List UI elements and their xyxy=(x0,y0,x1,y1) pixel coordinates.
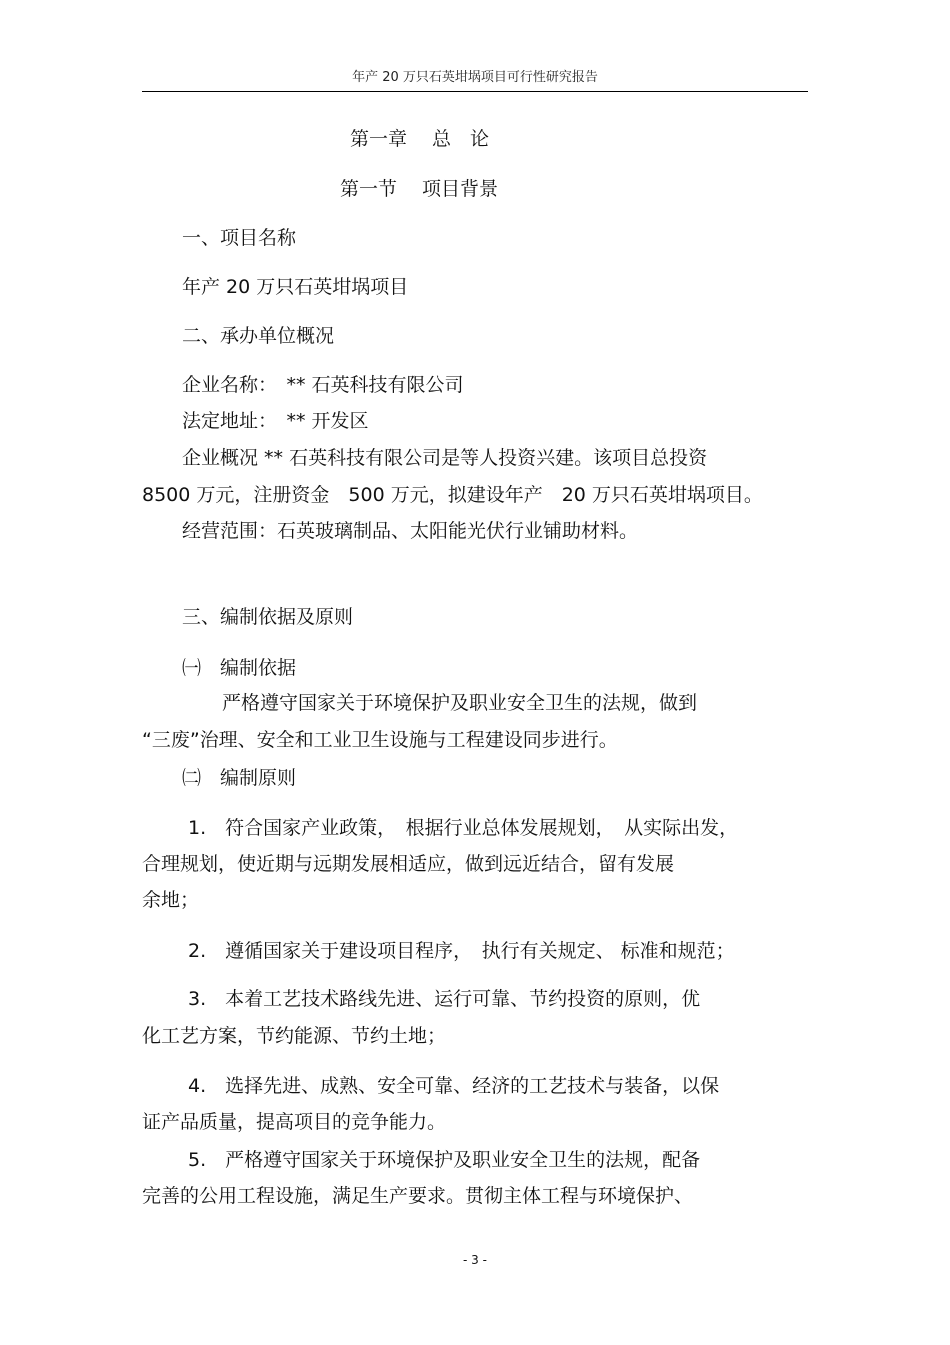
basis-line-1: 严格遵守国家关于环境保护及职业安全卫生的法规，做到 xyxy=(222,692,698,714)
overview-line-2: 8500 万元，注册资金 500 万元，拟建设年产 20 万只石英坩埚项目。 xyxy=(142,484,763,506)
item3-heading: 三、编制依据及原则 xyxy=(182,606,354,628)
principle-3-line-2: 化工艺方案，节约能源、节约土地； xyxy=(142,1025,447,1047)
page-number: - 3 - xyxy=(463,1253,487,1267)
principle-3-line-1: 3. 本着工艺技术路线先进、运行可靠、节约投资的原则，优 xyxy=(188,988,701,1010)
business-scope: 经营范围：石英玻璃制品、太阳能光伏行业铺助材料。 xyxy=(182,520,639,542)
company-name: 企业名称： ** 石英科技有限公司 xyxy=(182,374,464,396)
basis-heading: ㈠ 编制依据 xyxy=(182,657,297,679)
section-title: 第一节 项目背景 xyxy=(340,178,499,200)
principle-4-line-2: 证产品质量，提高项目的竞争能力。 xyxy=(142,1111,447,1133)
header-rule xyxy=(142,91,808,92)
principle-1-line-3: 余地； xyxy=(142,889,200,911)
chapter-title: 第一章 总 论 xyxy=(350,128,490,150)
principle-1-line-2: 合理规划，使近期与远期发展相适应，做到远近结合，留有发展 xyxy=(142,853,675,875)
principle-5-line-1: 5. 严格遵守国家关于环境保护及职业安全卫生的法规，配备 xyxy=(188,1149,701,1171)
project-name: 年产 20 万只石英坩埚项目 xyxy=(182,276,409,298)
principles-heading: ㈡ 编制原则 xyxy=(182,767,297,789)
principle-5-line-2: 完善的公用工程设施，满足生产要求。贯彻主体工程与环境保护、 xyxy=(142,1185,694,1207)
principle-4-line-1: 4. 选择先进、成熟、安全可靠、经济的工艺技术与装备，以保 xyxy=(188,1075,720,1097)
item2-heading: 二、承办单位概况 xyxy=(182,325,335,347)
running-header: 年产 20 万只石英坩埚项目可行性研究报告 xyxy=(352,70,598,85)
principle-1-line-1: 1. 符合国家产业政策， 根据行业总体发展规划， 从实际出发， xyxy=(188,817,739,839)
basis-line-2: “三废”治理、安全和工业卫生设施与工程建设同步进行。 xyxy=(142,729,618,751)
item1-heading: 一、项目名称 xyxy=(182,227,297,249)
overview-line-1: 企业概况 ** 石英科技有限公司是等人投资兴建。该项目总投资 xyxy=(182,447,708,469)
principle-2-line-1: 2. 遵循国家关于建设项目程序， 执行有关规定、 标准和规范； xyxy=(188,940,735,962)
legal-address: 法定地址： ** 开发区 xyxy=(182,410,369,432)
